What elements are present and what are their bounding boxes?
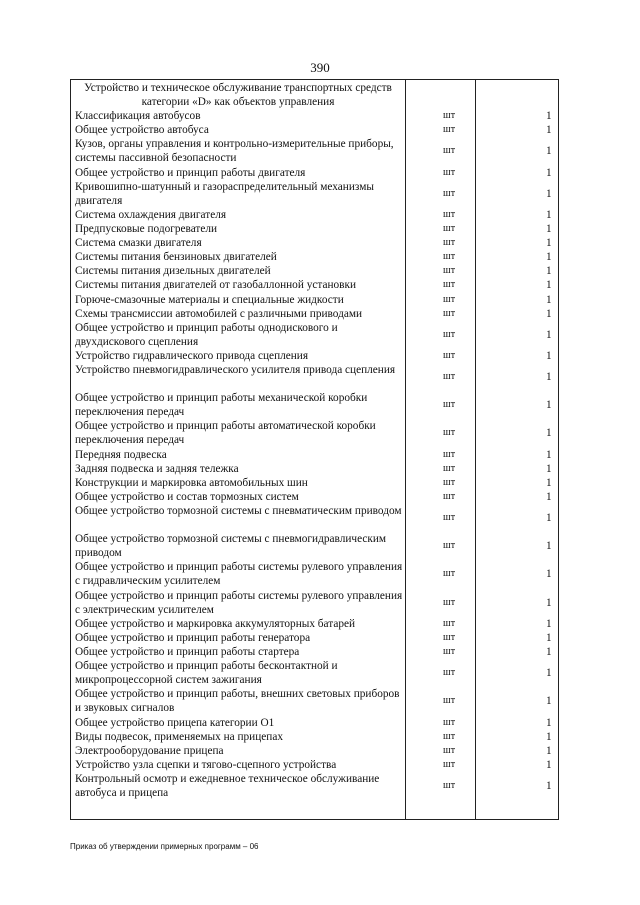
item-quantity: 1: [546, 237, 552, 250]
item-name: Общее устройство прицепа категории О1: [75, 716, 275, 729]
column-divider-unit: [405, 80, 406, 819]
item-unit: шт: [443, 223, 456, 234]
item-quantity: 1: [546, 596, 552, 609]
item-quantity: 1: [546, 251, 552, 264]
item-quantity: 1: [546, 730, 552, 743]
item-quantity: 1: [546, 124, 552, 137]
item-name: Системы питания двигателей от газобаллонной установки: [75, 279, 357, 292]
item-unit: шт: [443, 596, 456, 608]
item-quantity: 1: [546, 293, 552, 306]
item-name: Общее устройство и принцип работы генератора: [75, 631, 311, 644]
item-unit: шт: [443, 237, 456, 249]
item-quantity: 1: [546, 779, 552, 792]
item-unit: шт: [443, 265, 456, 277]
item-unit: шт: [443, 695, 456, 707]
item-unit: шт: [443, 744, 456, 756]
column-divider-qty: [475, 80, 476, 819]
item-name: Кривошипно-шатунный и газораспределительный механизмы двигателя: [75, 180, 374, 207]
item-name: Схемы трансмиссии автомобилей с различными приводами: [75, 307, 363, 320]
item-name: Общее устройство и принцип работы механической коробки переключения передач: [75, 392, 368, 419]
item-unit: шт: [443, 279, 456, 291]
item-quantity: 1: [546, 448, 552, 461]
item-name: Общее устройство и принцип работы стартера: [75, 646, 300, 658]
item-name: Общее устройство и состав тормозных систем: [75, 490, 299, 503]
item-name: Общее устройство и принцип работы однодискового и двухдискового сцепления: [75, 321, 338, 348]
item-unit: шт: [443, 490, 456, 502]
item-quantity: 1: [546, 208, 552, 221]
item-unit: шт: [443, 462, 456, 474]
item-unit: шт: [443, 476, 456, 488]
item-unit: шт: [443, 293, 456, 305]
item-name: Контрольный осмотр и ежедневное техническое обслуживание автобуса и прицепа: [75, 772, 380, 799]
item-name: Горюче-смазочные материалы и специальные жидкости: [75, 293, 344, 306]
item-unit: шт: [443, 208, 456, 220]
equipment-table: [70, 79, 559, 820]
item-unit: шт: [443, 646, 456, 657]
item-name: Система смазки двигателя: [75, 237, 202, 250]
item-name: Общее устройство и принцип работы бесконтактной и микропроцессорной систем зажигания: [75, 660, 338, 687]
item-unit: шт: [443, 110, 456, 122]
item-name: Система охлаждения двигателя: [75, 208, 227, 221]
item-unit: шт: [443, 187, 456, 199]
item-unit: шт: [443, 540, 456, 552]
item-unit: шт: [443, 251, 456, 263]
item-quantity: 1: [546, 399, 552, 412]
item-unit: шт: [443, 758, 456, 770]
item-name: Устройство гидравлического привода сцепления: [75, 349, 309, 362]
item-name: Общее устройство и принцип работы автоматической коробки переключения передач: [75, 420, 376, 447]
item-quantity: 1: [546, 371, 552, 384]
item-quantity: 1: [546, 145, 552, 158]
item-quantity: 1: [546, 187, 552, 200]
item-name: Системы питания бензиновых двигателей: [75, 251, 277, 264]
item-quantity: 1: [546, 617, 552, 630]
section-title: Устройство и техническое обслуживание транспортных средств категории «D» как объектов управления: [84, 82, 392, 109]
item-quantity: 1: [546, 512, 552, 525]
item-quantity: 1: [546, 646, 552, 658]
item-name: Конструкции и маркировка автомобильных шин: [75, 476, 308, 489]
item-quantity: 1: [546, 476, 552, 489]
item-name: Общее устройство тормозной системы с пневмогидравлическим приводом: [75, 533, 387, 560]
item-name: Общее устройство и принцип работы системы рулевого управления с электрическим усилителем: [75, 589, 403, 616]
item-unit: шт: [443, 448, 456, 460]
item-unit: шт: [443, 399, 456, 411]
item-name: Виды подвесок, применяемых на прицепах: [75, 730, 283, 743]
item-quantity: 1: [546, 568, 552, 581]
item-name: Классификация автобусов: [75, 110, 201, 123]
item-unit: шт: [443, 568, 456, 580]
item-quantity: 1: [546, 110, 552, 123]
item-name: Электрооборудование прицепа: [75, 744, 224, 757]
item-name: Общее устройство тормозной системы с пневматическим приводом: [75, 505, 402, 517]
item-quantity: 1: [546, 265, 552, 278]
item-unit: шт: [443, 349, 456, 361]
item-name: Передняя подвеска: [75, 448, 167, 461]
footer-note: Приказ об утверждении примерных программ – 06: [70, 842, 259, 851]
item-unit: шт: [443, 667, 456, 679]
item-quantity: 1: [546, 307, 552, 320]
item-quantity: 1: [546, 744, 552, 757]
item-quantity: 1: [546, 166, 552, 179]
item-unit: шт: [443, 617, 456, 629]
item-quantity: 1: [546, 349, 552, 362]
item-unit: шт: [443, 328, 456, 340]
item-quantity: 1: [546, 279, 552, 292]
item-quantity: 1: [546, 695, 552, 708]
item-name: Устройство узла сцепки и тягово-сцепного устройства: [75, 758, 337, 771]
item-name: Предпусковые подогреватели: [75, 223, 218, 235]
item-name: Общее устройство и принцип работы двигателя: [75, 166, 306, 179]
item-unit: шт: [443, 730, 456, 742]
item-unit: шт: [443, 716, 456, 728]
item-quantity: 1: [546, 490, 552, 503]
item-quantity: 1: [546, 758, 552, 771]
item-unit: шт: [443, 124, 456, 136]
item-unit: шт: [443, 631, 456, 643]
item-quantity: 1: [546, 540, 552, 553]
item-name: Общее устройство и принцип работы, внешних световых приборов и звуковых сигналов: [75, 688, 400, 715]
item-unit: шт: [443, 512, 456, 524]
item-name: Общее устройство автобуса: [75, 124, 209, 137]
item-quantity: 1: [546, 462, 552, 475]
item-unit: шт: [443, 145, 456, 157]
item-unit: шт: [443, 779, 456, 791]
item-unit: шт: [443, 427, 456, 439]
item-unit: шт: [443, 307, 456, 319]
item-name: Устройство пневмогидравлического усилителя привода сцепления: [75, 364, 396, 376]
item-quantity: 1: [546, 631, 552, 644]
item-quantity: 1: [546, 667, 552, 680]
item-name: Кузов, органы управления и контрольно-измерительные приборы, системы пассивной безопасности: [75, 138, 394, 165]
item-quantity: 1: [546, 716, 552, 729]
item-quantity: 1: [546, 328, 552, 341]
item-name: Общее устройство и маркировка аккумуляторных батарей: [75, 617, 356, 630]
page-number: 390: [310, 60, 330, 75]
item-name: Общее устройство и принцип работы системы рулевого управления с гидравлическим усилителем: [75, 561, 403, 588]
item-unit: шт: [443, 166, 456, 178]
item-name: Системы питания дизельных двигателей: [75, 265, 271, 278]
item-name: Задняя подвеска и задняя тележка: [75, 462, 239, 475]
item-quantity: 1: [546, 223, 552, 235]
item-unit: шт: [443, 371, 456, 383]
item-quantity: 1: [546, 427, 552, 440]
